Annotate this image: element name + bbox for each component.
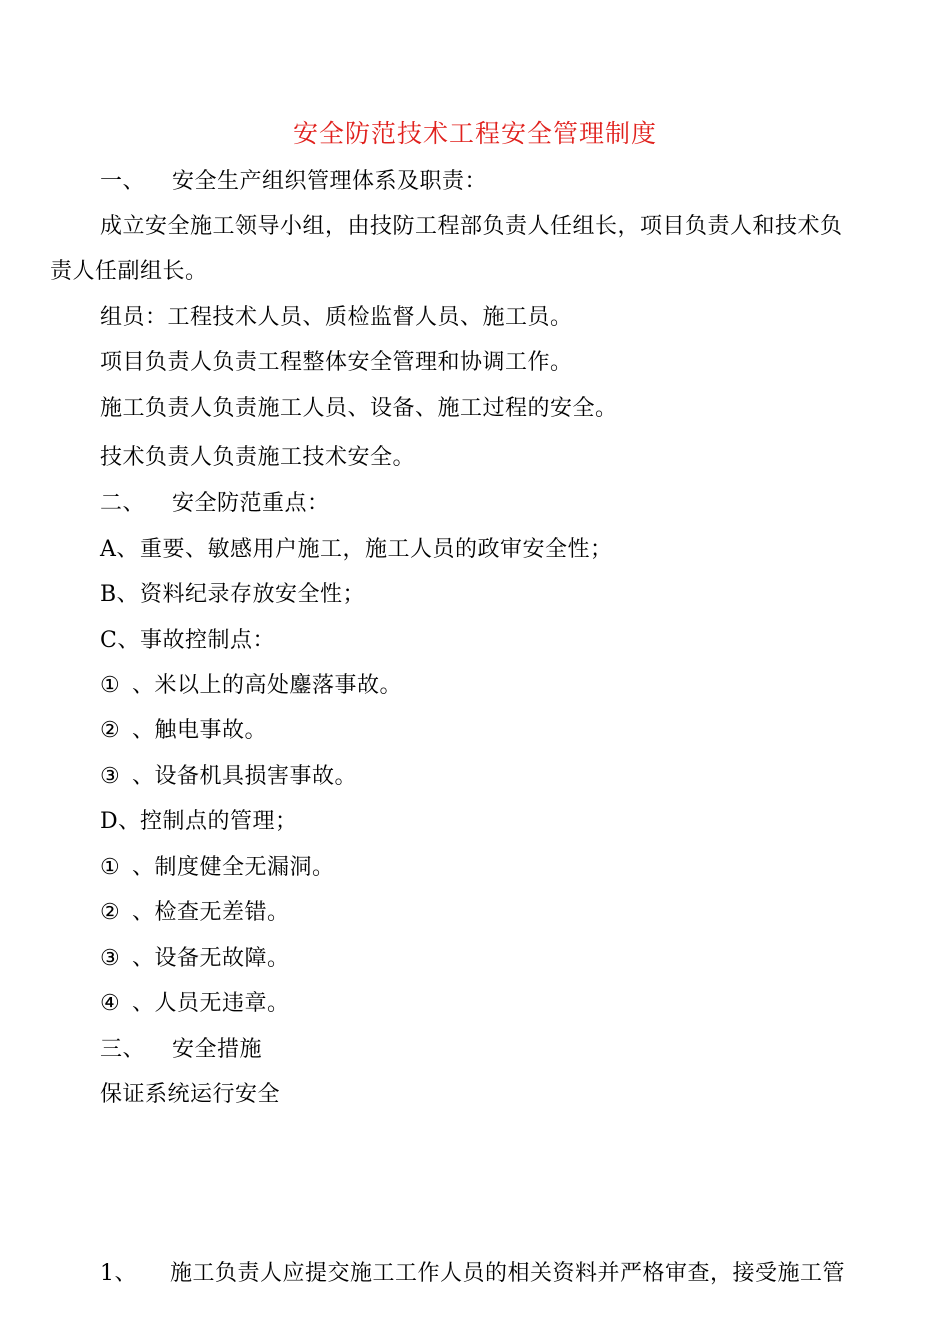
- list-label: ①: [100, 855, 121, 880]
- list-item: [100, 716, 267, 746]
- section-heading-text: 安全措施: [172, 1037, 263, 1062]
- list-text: 、人员无违章。: [132, 991, 290, 1016]
- list-text: 资料纪录存放安全性；: [140, 582, 366, 607]
- list-label: ③: [100, 764, 121, 789]
- paragraph-line: 成立安全施工领导小组，由技防工程部负责人任组长，项目负责人和技术负: [100, 214, 843, 239]
- section-number: 三、: [100, 1037, 146, 1062]
- section-heading-1: [100, 167, 487, 197]
- list-label: 1、: [100, 1261, 137, 1286]
- list-label: ①: [100, 673, 121, 698]
- paragraph-line: 项目负责人负责工程整体安全管理和协调工作。: [100, 350, 573, 375]
- list-label: A、: [100, 537, 139, 562]
- paragraph-line: 技术负责人负责施工技术安全。: [100, 445, 416, 470]
- paragraph-line: 组员：工程技术人员、质检监督人员、施工员。: [100, 305, 573, 330]
- list-text: 、设备机具损害事故。: [132, 764, 358, 789]
- section-heading-3: [100, 1035, 262, 1065]
- list-item: [100, 989, 290, 1019]
- list-text: 事故控制点：: [140, 628, 276, 653]
- section-heading-2: [100, 489, 330, 519]
- list-item: [100, 762, 357, 792]
- section-number: 二、: [100, 491, 146, 516]
- list-text: 、制度健全无漏洞。: [132, 855, 335, 880]
- section-heading-text: 安全生产组织管理体系及职责：: [172, 169, 488, 194]
- list-item: [100, 626, 275, 656]
- list-text: 、触电事故。: [132, 718, 268, 743]
- list-item: [100, 898, 290, 928]
- list-label: ③: [100, 946, 121, 971]
- document-title: 安全防范技术工程安全管理制度: [292, 119, 657, 148]
- list-label: C、: [100, 628, 140, 653]
- list-item: [100, 944, 290, 974]
- list-label: ②: [100, 718, 121, 743]
- list-item: [100, 853, 335, 883]
- paragraph-line: 责人任副组长。: [50, 259, 208, 284]
- list-text: 、米以上的高处鏖落事故。: [132, 673, 403, 698]
- list-text: 、检查无差错。: [132, 900, 290, 925]
- list-text: 重要、敏感用户施工，施工人员的政审安全性；: [140, 537, 613, 562]
- list-item: [100, 671, 402, 701]
- list-item: [100, 1259, 845, 1289]
- list-item: [100, 535, 613, 565]
- list-text: 施工负责人应提交施工工作人员的相关资料并严格审查，接受施工管: [170, 1261, 846, 1286]
- section-number: 一、: [100, 169, 146, 194]
- list-label: ②: [100, 900, 121, 925]
- list-text: 控制点的管理；: [140, 809, 298, 834]
- list-item: [100, 580, 365, 610]
- section-heading-text: 安全防范重点：: [172, 491, 330, 516]
- list-label: ④: [100, 991, 121, 1016]
- paragraph-line: 保证系统运行安全: [100, 1082, 281, 1107]
- paragraph-line: 施工负责人负责施工人员、设备、施工过程的安全。: [100, 396, 618, 421]
- list-item: [100, 807, 298, 837]
- list-text: 、设备无故障。: [132, 946, 290, 971]
- list-label: B、: [100, 582, 140, 607]
- list-label: D、: [100, 809, 141, 834]
